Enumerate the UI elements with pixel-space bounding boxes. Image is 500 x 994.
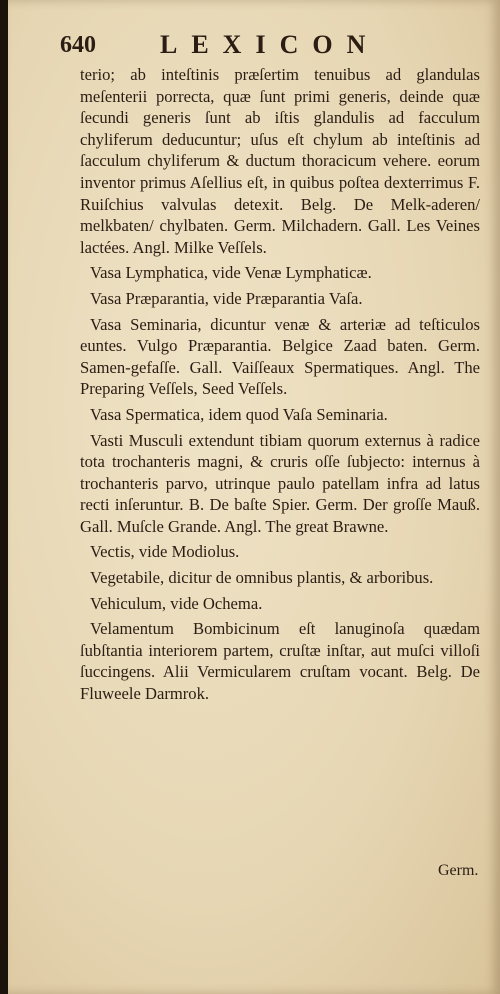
entry-vasti-musculi: Vasti Musculi extendunt tibiam quorum externus à radice tota trochanteris magni, & cruris oſſe ſubjecto: internus à trochanteris parvo, utrinque paulo patellam infra ad latus recti inſeruntur. B. De baſte Spier. Germ. Der groſſe Mauß. Gall. Muſcle Grande. Angl. The great Brawne. — [80, 430, 480, 536]
running-title: LEXICON — [160, 30, 380, 59]
entry-vasa-praeparantia: Vasa Præparantia, vide Præparantia Vaſa. — [90, 288, 363, 308]
entry-vegetabile: Vegetabile, dicitur de omnibus plantis, & arboribus. — [90, 568, 434, 588]
entry-velamentum-bombicinum: Velamentum Bombicinum eſt lanuginoſa quædam ſubſtantia interiorem partem, cruſtæ inſtar, aut muſci villoſi ſuccingens. Alii Vermicularem cruſtam vocant. Belg. De Fluweele Darmrok. — [80, 619, 480, 704]
page-number: 640 — [60, 32, 96, 58]
entry-vasa-seminaria: Vasa Seminaria, dicuntur venæ & arteriæ ad teſticulos euntes. Vulgo Præparantia. Belgice Zaad baten. Germ. Samen-gefaſſe. Gall. Vaiſſeaux Spermatiques. Angl. The Preparing Veſſels, Seed Veſſels. — [80, 314, 480, 399]
entry-vasa-lymphatica: Vasa Lymphatica, vide Venæ Lymphaticæ. — [90, 263, 372, 283]
entry-continuation: terio; ab inteſtinis præſertim tenuibus ad glandulas meſenterii porrecta, quæ ſunt primi generis, deinde quæ ſecundi generis ſunt ab iſtis glandulis ad facculum chyliferum deducuntur; uſus eſt chylum ab inteſtinis ad ſacculum chyliferum & ductum thoracicum vehere. eorum inventor primus Aſellius eſt, in quibus poſtea dexterrimus F. Ruiſchius valvulas detexit. Belg. De Melk-aderen/ melkbaten/ chylbaten. Germ. Milchadern. Gall. Les Veines lactées. Angl. Milke Veſſels. — [80, 65, 480, 257]
page-body — [80, 64, 480, 705]
entry-vasa-spermatica: Vasa Spermatica, idem quod Vaſa Seminaria. — [90, 404, 388, 424]
page-header — [60, 28, 460, 64]
catchword: Germ. — [438, 862, 479, 879]
entry-vectis: Vectis, vide Modiolus. — [90, 542, 240, 562]
binding-gutter — [0, 0, 8, 994]
entry-vehiculum: Vehiculum, vide Ochema. — [90, 593, 263, 613]
